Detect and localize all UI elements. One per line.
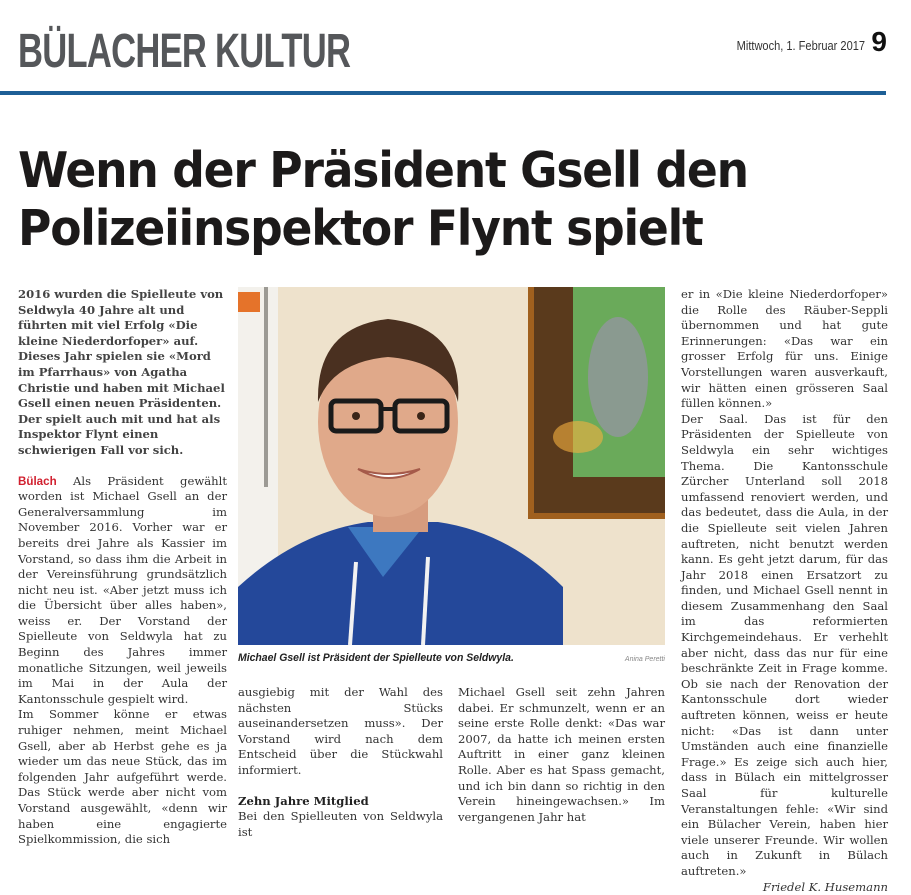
photo-caption: Michael Gsell ist Präsident der Spielleute von Seldwyla.: [238, 652, 514, 664]
photo-credit: Anina Peretti: [624, 656, 665, 663]
portrait-image: [238, 287, 665, 645]
article-lead: 2016 wurden die Spielleute von Seldwyla 40 Jahre alt und führten mit viel Erfolg «Die kleine Niederdorfoper» auf. Dieses Jahr spielen sie «Mord im Pfarrhaus» von Agatha Christie und haben mit Michael Gsell einen neuen Präsidenten. Der spielt auch mit und hat als Inspektor Flynt einen schwierigen Fall vor sich.: [18, 287, 225, 457]
body-paragraph: Der Saal. Das ist für den Präsidenten der Spielleute von Seldwyla ein sehr wichtiges Thema. Die Kantonsschule Zürcher Unterland soll 2018 umfassend renoviert werden, und das bedeutet, dass die Aula, in der die Spielleute seit vielen Jahren auftreten, nicht benutzt werden kann. Es geht jetzt darum, für das Jahr 2018 einen Ersatzort zu finden, und Michael Gsell nennt in diesem Zusammenhang den Saal im das reformierten Kirchgemeindehaus. Er verhehlt aber nicht, dass das nur für eine beschränkte Zeit in Frage komme. Ob sie nach der Renovation der Kantonsschule dort wieder auftreten können, weiss er heute nicht: «Das ist dann unter Umständen auch eine finanzielle Frage.» Es zeige sich auch hier, dass in Bülach ein mittelgrosser Saal für kulturelle Veranstaltungen fehle: «Wir sind ein Bülacher Verein, haben hier viele unserer Freunde. Wir wollen auch in Zukunft in Bülach auftreten.»: [681, 411, 888, 878]
body-text: Als Präsident gewählt worden ist Michael Gsell an der Generalversammlung im November 2016. Vorher war er bereits drei Jahre als Kassier im Vorstand, so dass ihm die Arbeit in der Vereinsführung grundsätzlich nicht neu ist. «Aber jetzt muss ich die Übersicht über alles haben», weiss er. Der Vorstand der Spielleute von Seldwyla hat zu Beginn des Jahres immer monatliche Sitzungen, weil jeweils im Mai in der Aula der Kantonsschule gespielt wird.: [18, 473, 227, 706]
body-paragraph: Bei den Spielleuten von Seldwyla ist: [238, 809, 443, 839]
article-photo: [238, 287, 665, 645]
article-column-1: [18, 287, 227, 848]
article-subhead: Zehn Jahre Mitglied: [238, 793, 369, 808]
header-rule: [0, 91, 886, 95]
article-headline: Wenn der Präsident Gsell den Polizeiinspektor Flynt spielt: [18, 142, 748, 257]
article-column-2: [238, 685, 443, 840]
body-paragraph: Im Sommer könne er etwas ruhiger nehmen, meint Michael Gsell, aber ab Herbst gehe es ja wieder um das neue Stück, das im folgenden Jahr aufgeführt werde. Das Stück werde aber nicht vom Vorstand ausgewählt, «denn wir haben eine engagierte Spielkommission, die sich: [18, 707, 227, 847]
section-title: BÜLACHER KULTUR: [18, 25, 351, 78]
article-column-3: [458, 685, 665, 825]
body-paragraph: Michael Gsell seit zehn Jahren dabei. Er schmunzelt, wenn er an seine erste Rolle denkt: «Das war 2007, da hatte ich meinen ersten Auftritt in einer ganz kleinen Rolle. Aber es hat Spass gemacht, und ich bin dann so richtig in den Verein hineingewachsen.» Im vergangenen Jahr hat: [458, 685, 665, 824]
issue-date: Mittwoch, 1. Februar 2017: [736, 38, 865, 53]
article-column-4: [681, 287, 888, 895]
dateline-city: Bülach: [18, 474, 57, 488]
body-paragraph: er in «Die kleine Niederdorfoper» die Rolle des Räuber-Seppli übernommen und hat gute Erinnerungen: «Das war ein grosser Erfolg für uns. Einige Vorstellungen waren ausverkauft, wir hätten einen grösseren Saal füllen können.»: [681, 287, 888, 411]
body-paragraph: [18, 474, 227, 708]
body-paragraph: ausgiebig mit der Wahl des nächsten Stücks auseinandersetzen muss». Der Vorstand wird nach dem Entscheid über die Stückwahl informiert.: [238, 685, 443, 777]
page-number: 9: [871, 26, 887, 57]
article-author: Friedel K. Husemann: [762, 879, 888, 894]
